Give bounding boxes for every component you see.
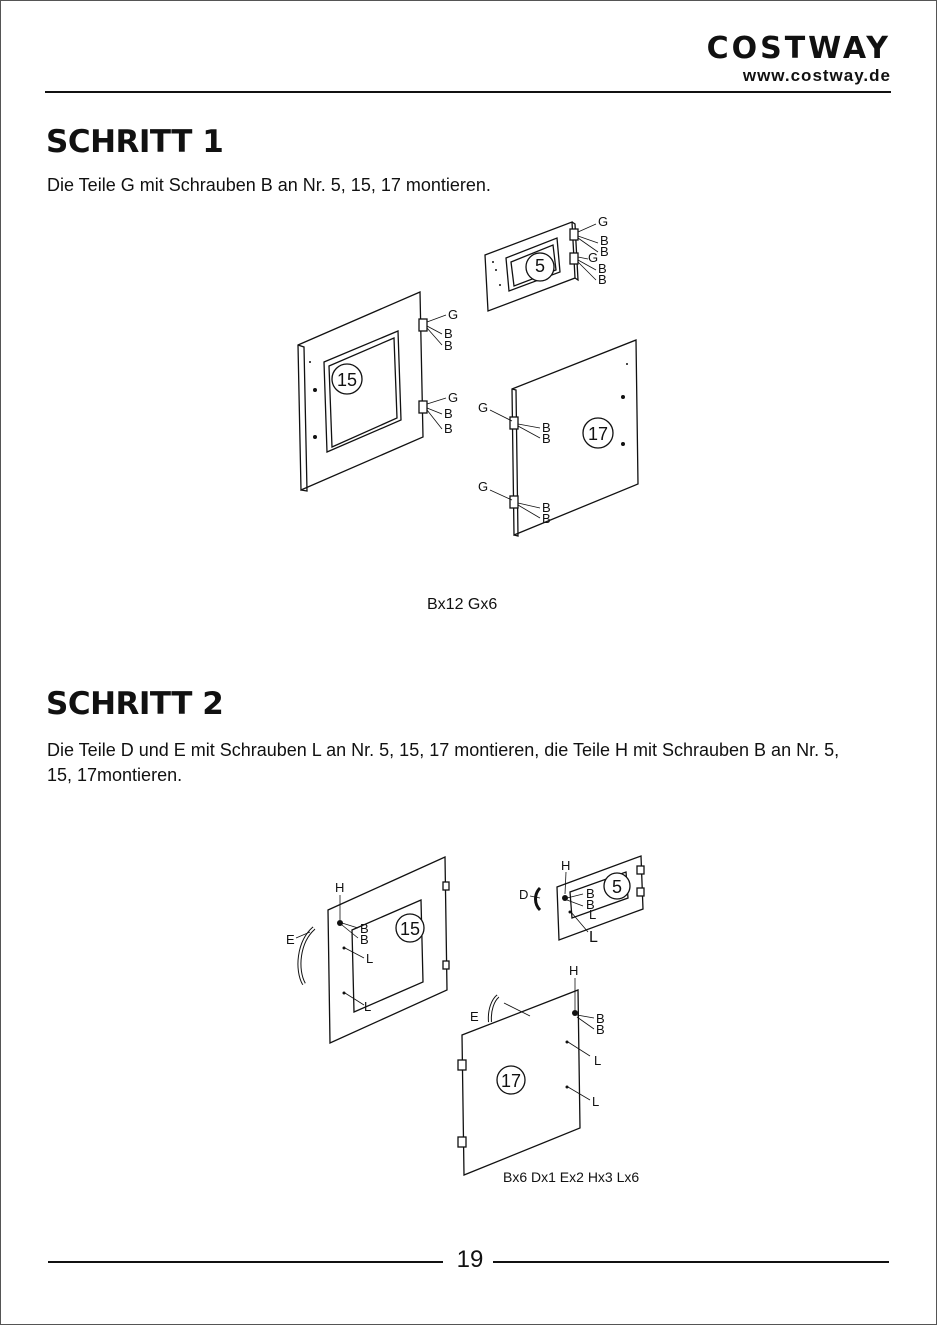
panel-17 bbox=[512, 340, 638, 536]
callout-b: B bbox=[444, 421, 453, 436]
callout-b: B bbox=[360, 932, 369, 947]
panel-5 bbox=[485, 222, 578, 311]
panel-15 bbox=[299, 857, 449, 1043]
step2-part5-label: 5 bbox=[611, 877, 623, 897]
step1-part17-label: 17 bbox=[587, 424, 609, 444]
step2-part15-label: 15 bbox=[399, 919, 421, 939]
callout-l: L bbox=[592, 1094, 600, 1109]
brand-url: www.costway.de bbox=[742, 66, 891, 85]
step2-title: SCHRITT 2 bbox=[46, 686, 224, 722]
callout-l: L bbox=[364, 999, 372, 1014]
step1-title: SCHRITT 1 bbox=[46, 124, 224, 160]
step1-part5-label: 5 bbox=[534, 256, 546, 276]
callout-g: G bbox=[598, 214, 609, 229]
callout-b: B bbox=[596, 1022, 605, 1037]
callout-b: B bbox=[596, 1011, 605, 1026]
callout-g: G bbox=[588, 250, 599, 265]
callout-b: B bbox=[586, 897, 595, 912]
callout-b: B bbox=[542, 431, 551, 446]
page-number: 19 bbox=[456, 1246, 484, 1273]
panel-15 bbox=[298, 292, 423, 491]
step1-part15-label: 15 bbox=[336, 370, 358, 390]
step2-hardware-count: Bx6 Dx1 Ex2 Hx3 Lx6 bbox=[503, 1169, 640, 1185]
callout-g: G bbox=[478, 479, 489, 494]
callout-b: B bbox=[444, 326, 453, 341]
callout-g: G bbox=[448, 390, 459, 405]
callout-b: B bbox=[542, 500, 551, 515]
callout-b: B bbox=[542, 420, 551, 435]
step1-diagram bbox=[0, 0, 937, 640]
callout-b: B bbox=[598, 261, 607, 276]
callout-b: B bbox=[444, 338, 453, 353]
callout-h: H bbox=[561, 858, 571, 873]
callout-e: E bbox=[286, 932, 295, 947]
callout-b: B bbox=[360, 921, 369, 936]
callout-b: B bbox=[542, 511, 551, 526]
callout-b: B bbox=[600, 244, 609, 259]
callout-l: L bbox=[366, 951, 374, 966]
callout-l: L bbox=[589, 929, 598, 946]
callout-h: H bbox=[335, 880, 345, 895]
callout-e: E bbox=[470, 1009, 479, 1024]
callout-d: D bbox=[519, 887, 529, 902]
callout-h: H bbox=[569, 963, 579, 978]
callout-b: B bbox=[600, 233, 609, 248]
callout-b: B bbox=[444, 406, 453, 421]
footer-rule-left bbox=[48, 1261, 443, 1263]
callout-g: G bbox=[448, 307, 459, 322]
step2-part17-label: 17 bbox=[500, 1071, 522, 1091]
callout-l: L bbox=[594, 1053, 602, 1068]
callout-b: B bbox=[598, 272, 607, 287]
footer-rule-right bbox=[493, 1261, 889, 1263]
step2-diagram bbox=[0, 820, 937, 1200]
step1-hardware-count: Bx12 Gx6 bbox=[427, 596, 498, 613]
step1-description: Die Teile G mit Schrauben B an Nr. 5, 15, 17 montieren. bbox=[47, 175, 491, 195]
callout-g: G bbox=[478, 400, 489, 415]
brand-logo: COSTWAY bbox=[706, 31, 891, 66]
callout-b: B bbox=[586, 886, 595, 901]
callout-l: L bbox=[589, 907, 597, 922]
step2-description: Die Teile D und E mit Schrauben L an Nr. 5, 15, 17 montieren, die Teile H mit Schrauben B an Nr. 5, 15, 17montieren. bbox=[47, 740, 840, 785]
